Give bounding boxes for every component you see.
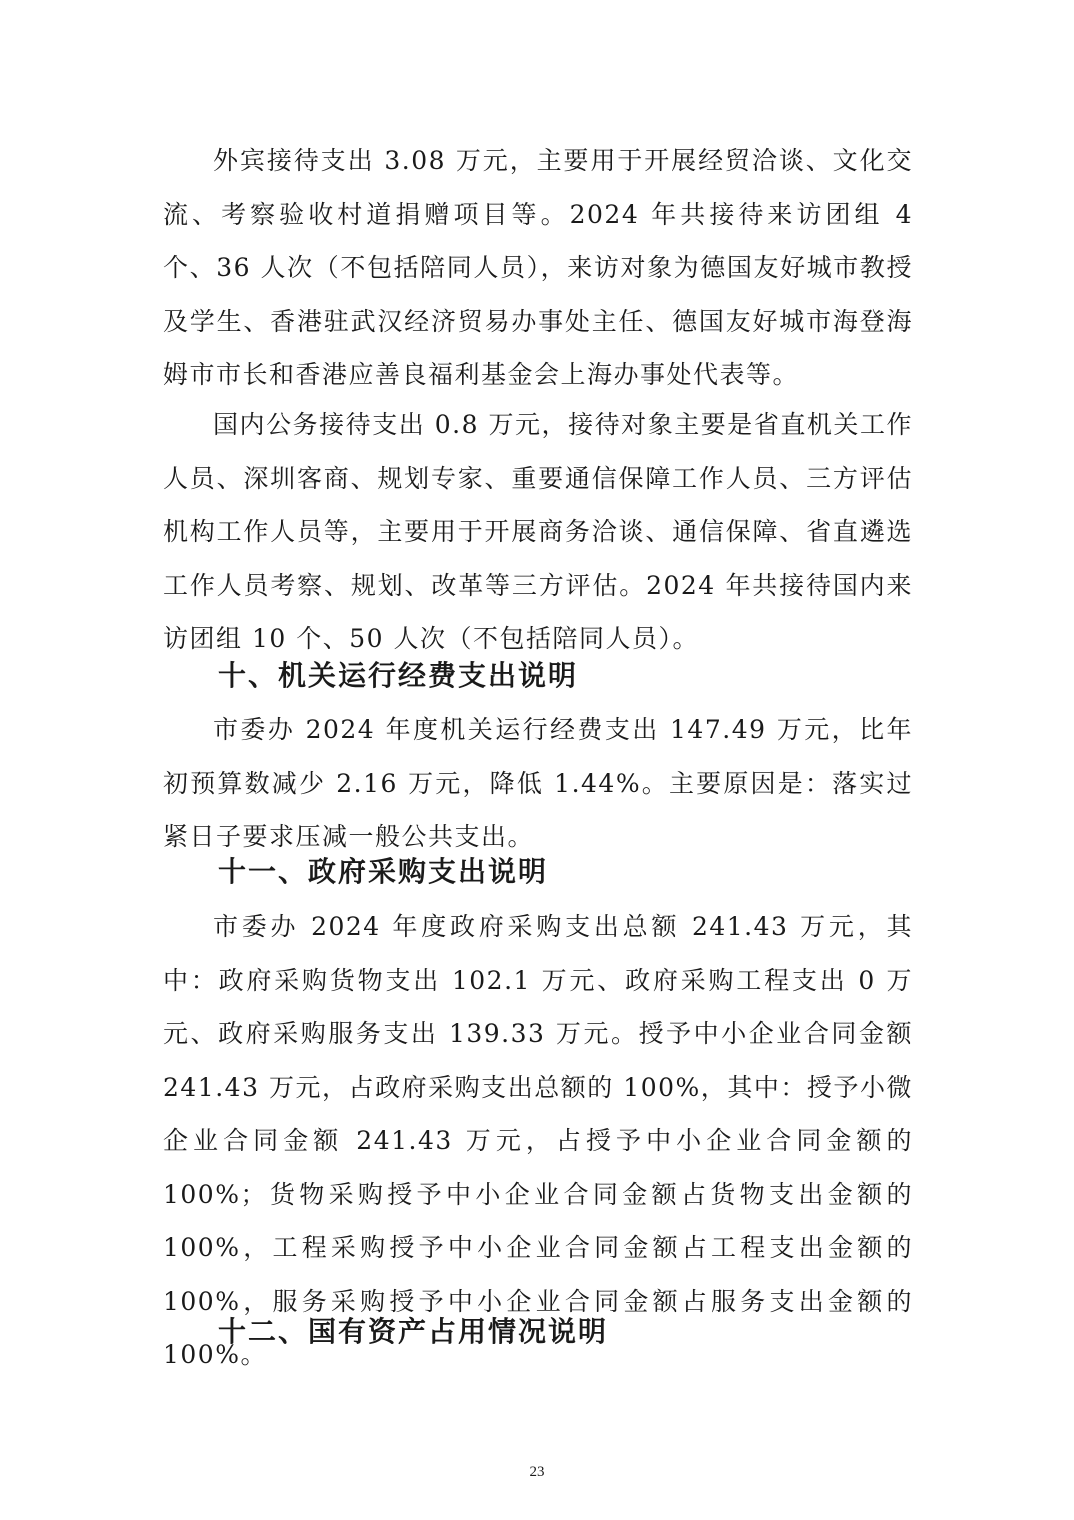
paragraph-government-procurement: 市委办 2024 年度政府采购支出总额 241.43 万元，其中：政府采购货物支出 102.1 万元、政府采购工程支出 0 万元、政府采购服务支出 139.33 万元。授予中小企业合同金额 241.43 万元，占政府采购支出总额的 100%，其中：授予小微企业合同金额 241.43 万元，占授予中小企业合同金额的 100%；货物采购授予中小企业合同金额占货物支出金额的 100%，工程采购授予中小企业合同金额占工程支出金额的 100%，服务采购授予中小企业合同金额占服务支出金额的 100%。 [163,912,913,1369]
section-heading-10: 十、机关运行经费支出说明 [218,659,579,692]
section-heading-11: 十一、政府采购支出说明 [218,855,549,888]
paragraph-foreign-reception: 外宾接待支出 3.08 万元，主要用于开展经贸洽谈、文化交流、考察验收村道捐赠项目等。2024 年共接待来访团组 4 个、36 人次（不包括陪同人员），来访对象为德国友好城市教授及学生、香港驻武汉经济贸易办事处主任、德国友好城市海登海姆市市长和香港应善良福利基金会上海办事处代表等。 [163,146,913,389]
paragraph-operating-expenses: 市委办 2024 年度机关运行经费支出 147.49 万元，比年初预算数减少 2.16 万元，降低 1.44%。主要原因是：落实过紧日子要求压减一般公共支出。 [163,715,913,851]
page-number: 23 [529,1464,545,1480]
paragraph-domestic-reception: 国内公务接待支出 0.8 万元，接待对象主要是省直机关工作人员、深圳客商、规划专家、重要通信保障工作人员、三方评估机构工作人员等，主要用于开展商务洽谈、通信保障、省直遴选工作人员考察、规划、改革等三方评估。2024 年共接待国内来访团组 10 个、50 人次（不包括陪同人员）。 [163,410,913,653]
section-heading-12: 十二、国有资产占用情况说明 [218,1315,609,1348]
